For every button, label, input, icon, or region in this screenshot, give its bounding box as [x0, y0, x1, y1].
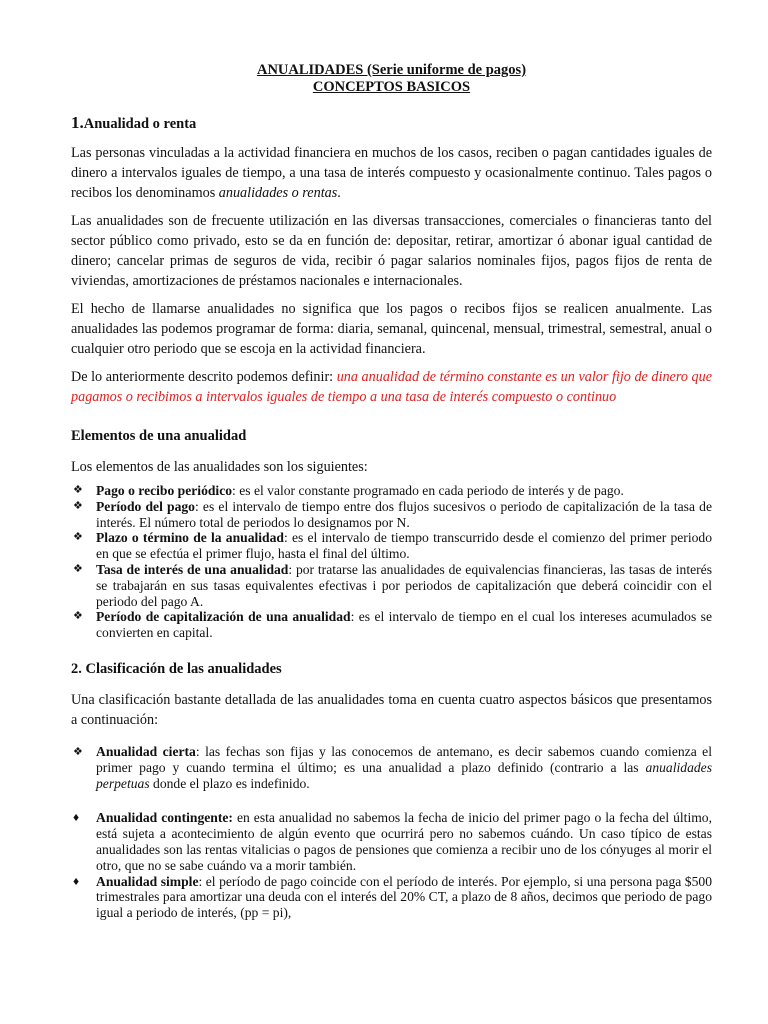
annuity-types-list — [71, 810, 712, 921]
paragraph-1-text: Las personas vinculadas a la actividad financiera en muchos de los casos, reciben o pagan cantidades iguales de dinero a intervalos iguales de tiempo, a una tasa de interés compuesto y ocasionalmente continuo. Tales pagos o recibos los denominamos — [71, 145, 712, 201]
item-desc: : por tratarse las anualidades de equivalencias financieras, las tasas de interés se trabajarán en sus tasas equivalentes efectivas i por periodos de capitalización que deberá coincidir con el periodo del pago A. — [96, 561, 712, 609]
title-line-2: CONCEPTOS BASICOS — [312, 79, 471, 95]
section-1-heading — [71, 113, 712, 133]
list-item — [71, 530, 712, 562]
list-item — [71, 810, 712, 873]
definition-highlight: una anualidad de término constante es un valor fijo de dinero que pagamos o recibimos a intervalos iguales de tiempo a una tasa de interés compuesto o continuo — [71, 369, 712, 405]
item-italic: anualidades perpetuas — [96, 759, 712, 791]
item-desc: : es el intervalo de tiempo en el cual los intereses acumulados se convierten en capital. — [96, 609, 712, 641]
bullet-icon: ❖ — [73, 531, 83, 544]
paragraph-1-italic: anualidades o rentas — [218, 185, 338, 201]
diamond-icon: ♦ — [73, 873, 80, 888]
item-term: Plazo o término de la anualidad — [96, 530, 284, 546]
list-item — [71, 499, 712, 531]
item-term: Período del pago — [96, 498, 195, 514]
elements-list — [71, 483, 712, 641]
paragraph-3: El hecho de llamarse anualidades no significa que los pagos o recibos fijos se realicen anualmente. Las anualidades las podemos programar de forma: diaria, semanal, quincenal, mensual, trimestral, semestral, anual o cualquier otro periodo que se escoja en la actividad financiera. — [71, 301, 712, 357]
list-item — [71, 609, 712, 641]
elements-heading: Elementos de una anualidad — [71, 428, 247, 444]
classification-intro: Una clasificación bastante detallada de las anualidades toma en cuenta cuatro aspectos básicos que presentamos a continuación: — [71, 691, 712, 728]
document-title — [71, 62, 712, 96]
bullet-icon: ❖ — [73, 610, 83, 623]
definition-paragraph — [71, 367, 712, 407]
document-page — [71, 62, 712, 921]
bullet-icon: ❖ — [73, 499, 83, 512]
item-term: Anualidad simple — [96, 873, 199, 889]
item-desc: : es el intervalo de tiempo transcurrido desde el comienzo del primer periodo en que se efectúa el primer flujo, hasta el final del último. — [96, 530, 712, 562]
item-desc: : es el intervalo de tiempo entre dos flujos sucesivos o periodo de capitalización de la tasa de interés. El número total de periodos lo designamos por N. — [96, 498, 712, 530]
paragraph-1-end: . — [337, 185, 341, 201]
section-1-number: 1. — [71, 113, 84, 132]
bullet-icon: ❖ — [73, 484, 83, 496]
paragraph-2: Las anualidades son de frecuente utilización en las diversas transacciones, comerciales o financieras tanto del sector público como privado, esto se da en función de: depositar, retirar, amortizar ó abonar igual cantidad de dinero; cancelar primas de seguros de vida, recibir ó pagar salarios nominales fijos, pagos fijos de renta de viviendas, amortizaciones de préstamos nacionales e internacionales. — [71, 213, 712, 289]
item-term: Período de capitalización de una anualidad — [96, 609, 351, 625]
bullet-icon: ❖ — [73, 745, 83, 758]
list-item — [71, 562, 712, 609]
title-line-1: ANUALIDADES (Serie uniforme de pagos) — [256, 62, 527, 78]
list-item — [71, 744, 712, 791]
classification-list — [71, 744, 712, 791]
item-desc: : es el valor constante programado en cada periodo de interés y de pago. — [232, 483, 624, 498]
item-desc: : las fechas son fijas y las conocemos de antemano, es decir sabemos cuando comienza el primer pago y cuando termina el último; es una anualidad a plazo definido (contrario a las — [96, 743, 712, 775]
definition-lead: De lo anteriormente descrito podemos definir: — [71, 369, 337, 385]
item-term: Anualidad contingente: — [96, 810, 233, 826]
section-2-heading: 2. Clasificación de las anualidades — [71, 660, 282, 677]
item-term: Tasa de interés de una anualidad — [96, 561, 289, 577]
item-term: Anualidad cierta — [96, 743, 196, 759]
paragraph-1 — [71, 143, 712, 203]
item-end: donde el plazo es indefinido. — [149, 775, 310, 791]
diamond-icon: ♦ — [73, 810, 80, 825]
list-item — [71, 483, 712, 499]
item-term: Pago o recibo periódico — [96, 483, 233, 498]
section-1-title: Anualidad o renta — [83, 116, 197, 132]
item-desc: en esta anualidad no sabemos la fecha de inicio del primer pago o la fecha del último, está sujeta a acontecimiento de algún evento que ocurrirá pero no sabemos cuándo. Un caso típico de estas anualidades son las rentas vitalicias o pagos de pensiones que comienza a recibir uno de los cónyuges al morir el otro, que no se sabe cuándo va a morir también. — [96, 810, 713, 873]
bullet-icon: ❖ — [73, 562, 83, 575]
elements-intro: Los elementos de las anualidades son los siguientes: — [71, 459, 368, 475]
item-desc: : el período de pago coincide con el período de interés. Por ejemplo, si una persona paga $500 trimestrales para amortizar una deuda con el interés del 20% CT, a plazo de 8 años, decimos que periodo de pago igual a periodo de interés, (pp = pi), — [96, 873, 712, 921]
list-item — [71, 874, 712, 921]
